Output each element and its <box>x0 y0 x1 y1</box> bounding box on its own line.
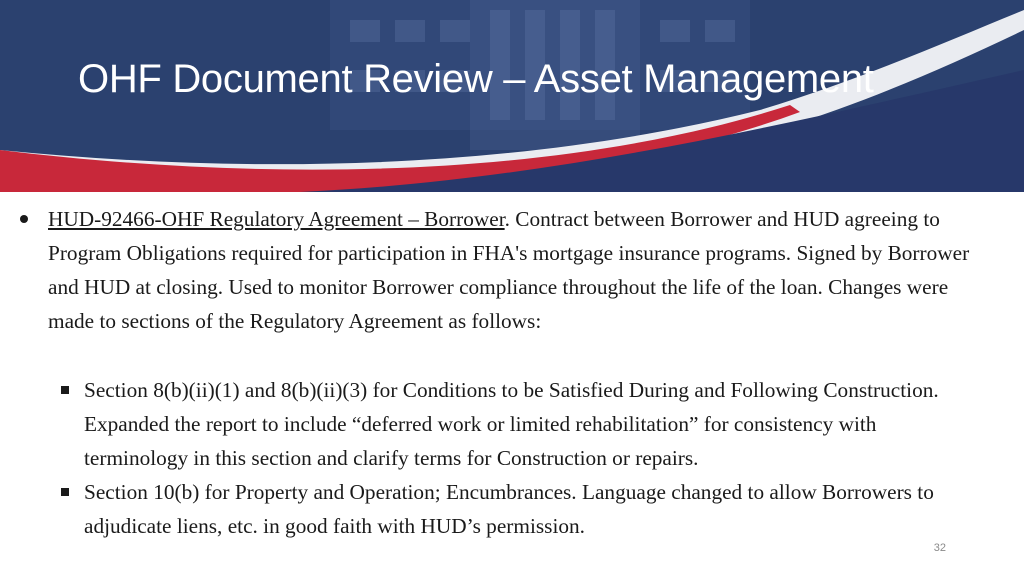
page-number: 32 <box>933 542 946 554</box>
regulatory-agreement-link[interactable]: HUD-92466-OHF Regulatory Agreement – Borrower <box>48 207 505 231</box>
slide-header <box>0 0 1024 192</box>
main-bullet <box>48 202 998 338</box>
slide-title: OHF Document Review – Asset Management <box>78 57 874 101</box>
square-bullet-icon <box>61 386 69 394</box>
main-bullet-text: . Contract between Borrower and HUD agreeing to Program Obligations required for participation in FHA's mortgage insurance programs. Signed by Borrower and HUD at closing. Used to monitor Borrower compliance throughout the life of the loan. Changes were made to sections of the Regulatory Agreement as follows: <box>48 207 970 333</box>
sub-bullet-text: Section 8(b)(ii)(1) and 8(b)(ii)(3) for Conditions to be Satisfied During and Following Construction. Expanded the report to include “deferred work or limited rehabilitation” for consistency with terminology in this section and clarify terms for Construction or repairs. <box>84 378 939 470</box>
sub-bullet <box>84 373 984 475</box>
bullet-dot-icon <box>20 215 28 223</box>
sub-bullet-text: Section 10(b) for Property and Operation; Encumbrances. Language changed to allow Borrowers to adjudicate liens, etc. in good faith with HUD’s permission. <box>84 480 934 538</box>
square-bullet-icon <box>61 488 69 496</box>
slide-content <box>0 192 1024 576</box>
sub-bullet <box>84 475 984 543</box>
